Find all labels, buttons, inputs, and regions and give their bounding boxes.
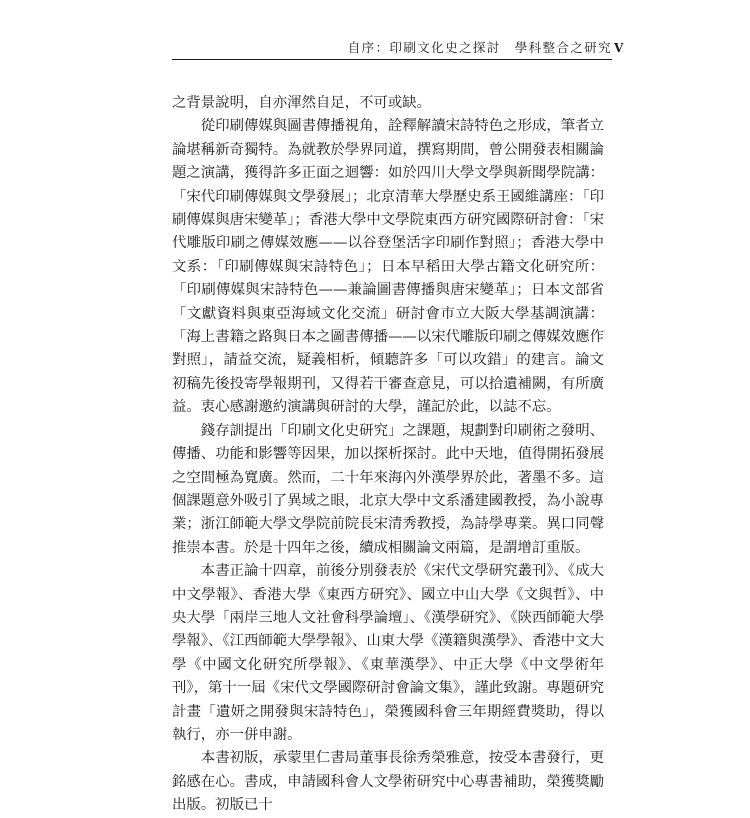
header-rule [172,59,612,60]
paragraph-first-edition: 本書初版，承蒙里仁書局董事長徐秀榮雅意，按受本書發行，更銘感在心。書成，申請國科會人文學術研究中心專書補助，榮獲獎勵出版。初版已十 [172,750,604,814]
running-head [172,38,612,58]
page-number: V [614,41,624,55]
paragraph-continuation: 之背景說明，自亦渾然自足，不可或缺。 [172,95,432,111]
running-head-subtitle: 學科整合之研究 [514,40,612,55]
paragraph-lectures: 從印刷傳媒與圖書傳播視角，詮釋解讀宋詩特色之形成，筆者立論堪稱新奇獨特。為就教於學界同道，撰寫期間，曾公開發表相關論題之演講，獲得許多正面之迴響：如於四川大學文學與新聞學院講：「宋代印刷傳媒與文學發展」；北京清華大學歷史系王國維講座：「印刷傳媒與唐宋變革」；香港大學中文學院東西方研究國際研討會：「宋代雕版印刷之傳媒效應——以谷登堡活字印刷作對照」；香港大學中文系：「印刷傳媒與宋詩特色」；日本早稻田大學古籍文化研究所：「印刷傳媒與宋詩特色——兼論圖書傳播與唐宋變革」；日本文部省「文獻資料與東亞海域文化交流」研討會市立大阪大學基調演講：「海上書籍之路與日本之圖書傳播——以宋代雕版印刷之傳媒效應作對照」，請益交流，疑義相析，傾聽許多「可以攻錯」的建言。論文初稿先後投寄學報期刊，又得若干審查意見，可以拾遺補闕，有所廣益。衷心感謝邀約演講與研討的大學，謹記於此，以誌不忘。 [172,118,604,416]
running-head-title: 自序：印刷文化史之探討 [347,40,501,55]
body-text [172,92,604,818]
paragraph-research-topic: 錢存訓提出「印刷文化史研究」之課題，規劃對印刷術之發明、傳播、功能和影響等因果，加以探析探討。此中天地，值得開拓發展之空間極為寬廣。然而，二十年來海內外漢學界於此，著墨不多。這個課題意外吸引了異域之眼，北京大學中文系潘建國教授，為小說專業；浙江師範大學文學院前院長宋清秀教授，為詩學專業。異口同聲推崇本書。於是十四年之後，續成相關論文兩篇，是謂增訂重版。 [172,422,604,556]
paragraph-publications: 本書正論十四章，前後分別發表於《宋代文學研究叢刊》、《成大中文學報》、香港大學《東西方研究》、國立中山大學《文與哲》、中央大學「兩岸三地人文社會科學論壇」、《漢學研究》、《陝西師範大學學報》、《江西師範大學學報》、山東大學《漢籍與漢學》、香港中文大學《中國文化研究所學報》、《東華漢學》、中正大學《中文學術年刊》，第十一屆《宋代文學國際研討會論文集》，謹此致謝。專題研究計畫「遺妍之開發與宋詩特色」，榮獲國科會三年期經費獎助，得以執行，亦一併申謝。 [172,563,604,743]
